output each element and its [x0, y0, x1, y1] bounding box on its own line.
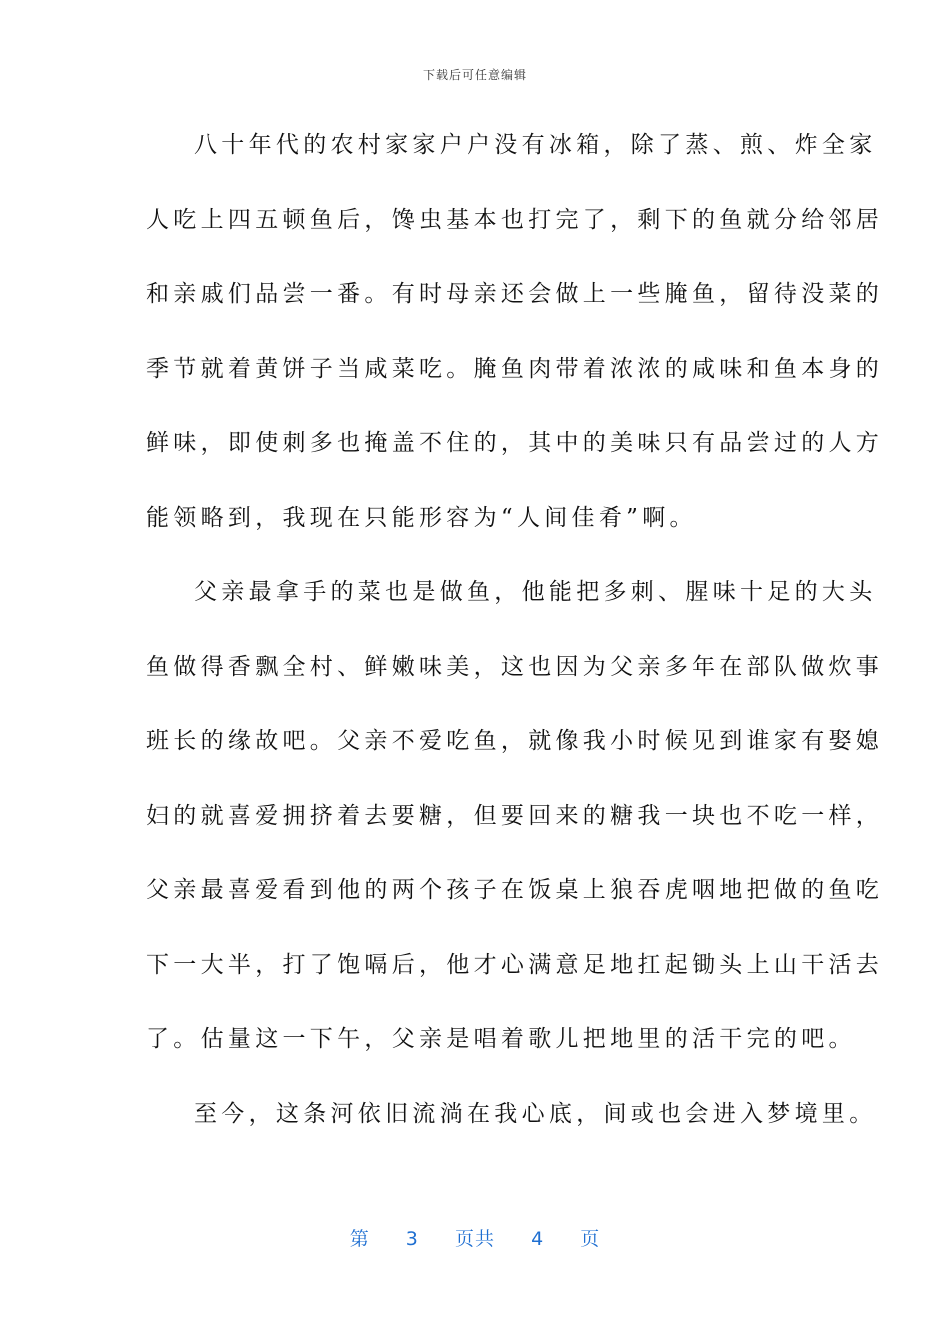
- document-body: [146, 120, 884, 1163]
- footer-current-page: 3: [405, 1228, 419, 1250]
- paragraph-2-line-3: 班长的缘故吧。父亲不爱吃鱼，就像我小时候见到谁家有娶媳: [146, 728, 884, 754]
- page-footer: [0, 1224, 950, 1251]
- paragraph-1-line-5: 鲜味，即使刺多也掩盖不住的，其中的美味只有品尝过的人方: [146, 430, 884, 456]
- footer-suffix: 页: [580, 1228, 601, 1250]
- paragraph-1-line-6: 能领略到，我现在只能形容为“人间佳肴”啊。: [146, 504, 697, 531]
- paragraph-2-line-7: 了。估量这一下午，父亲是唱着歌儿把地里的活干完的吧。: [146, 1026, 856, 1052]
- paragraph-1-line-2: 人吃上四五顿鱼后，馋虫基本也打完了，剩下的鱼就分给邻居: [146, 206, 884, 233]
- paragraph-3-line-1: 至今，这条河依旧流淌在我心底，间或也会进入梦境里。: [194, 1100, 877, 1127]
- footer-middle: 页共: [454, 1228, 495, 1250]
- paragraph-2-line-4: 妇的就喜爱拥挤着去要糖，但要回来的糖我一块也不吃一样，: [146, 802, 884, 829]
- paragraph-2-line-5: 父亲最喜爱看到他的两个孩子在饭桌上狼吞虎咽地把做的鱼吃: [146, 877, 884, 903]
- paragraph-1-line-1: 八十年代的农村家家户户没有冰箱，除了蒸、煎、炸全家: [194, 132, 877, 158]
- footer-total-pages: 4: [531, 1228, 545, 1250]
- paragraph-2-line-2: 鱼做得香飘全村、鲜嫩味美，这也因为父亲多年在部队做炊事: [146, 653, 884, 680]
- paragraph-1-line-3: 和亲戚们品尝一番。有时母亲还会做上一些腌鱼，留待没菜的: [146, 281, 884, 307]
- paragraph-2-line-6: 下一大半，打了饱嗝后，他才心满意足地扛起锄头上山干活去: [146, 951, 884, 978]
- header-note: 下载后可任意编辑: [422, 68, 527, 82]
- paragraph-2-line-1: 父亲最拿手的菜也是做鱼，他能把多刺、腥味十足的大头: [194, 579, 877, 605]
- paragraph-1-line-4: 季节就着黄饼子当咸菜吃。腌鱼肉带着浓浓的咸味和鱼本身的: [146, 355, 884, 382]
- footer-prefix: 第: [349, 1228, 370, 1250]
